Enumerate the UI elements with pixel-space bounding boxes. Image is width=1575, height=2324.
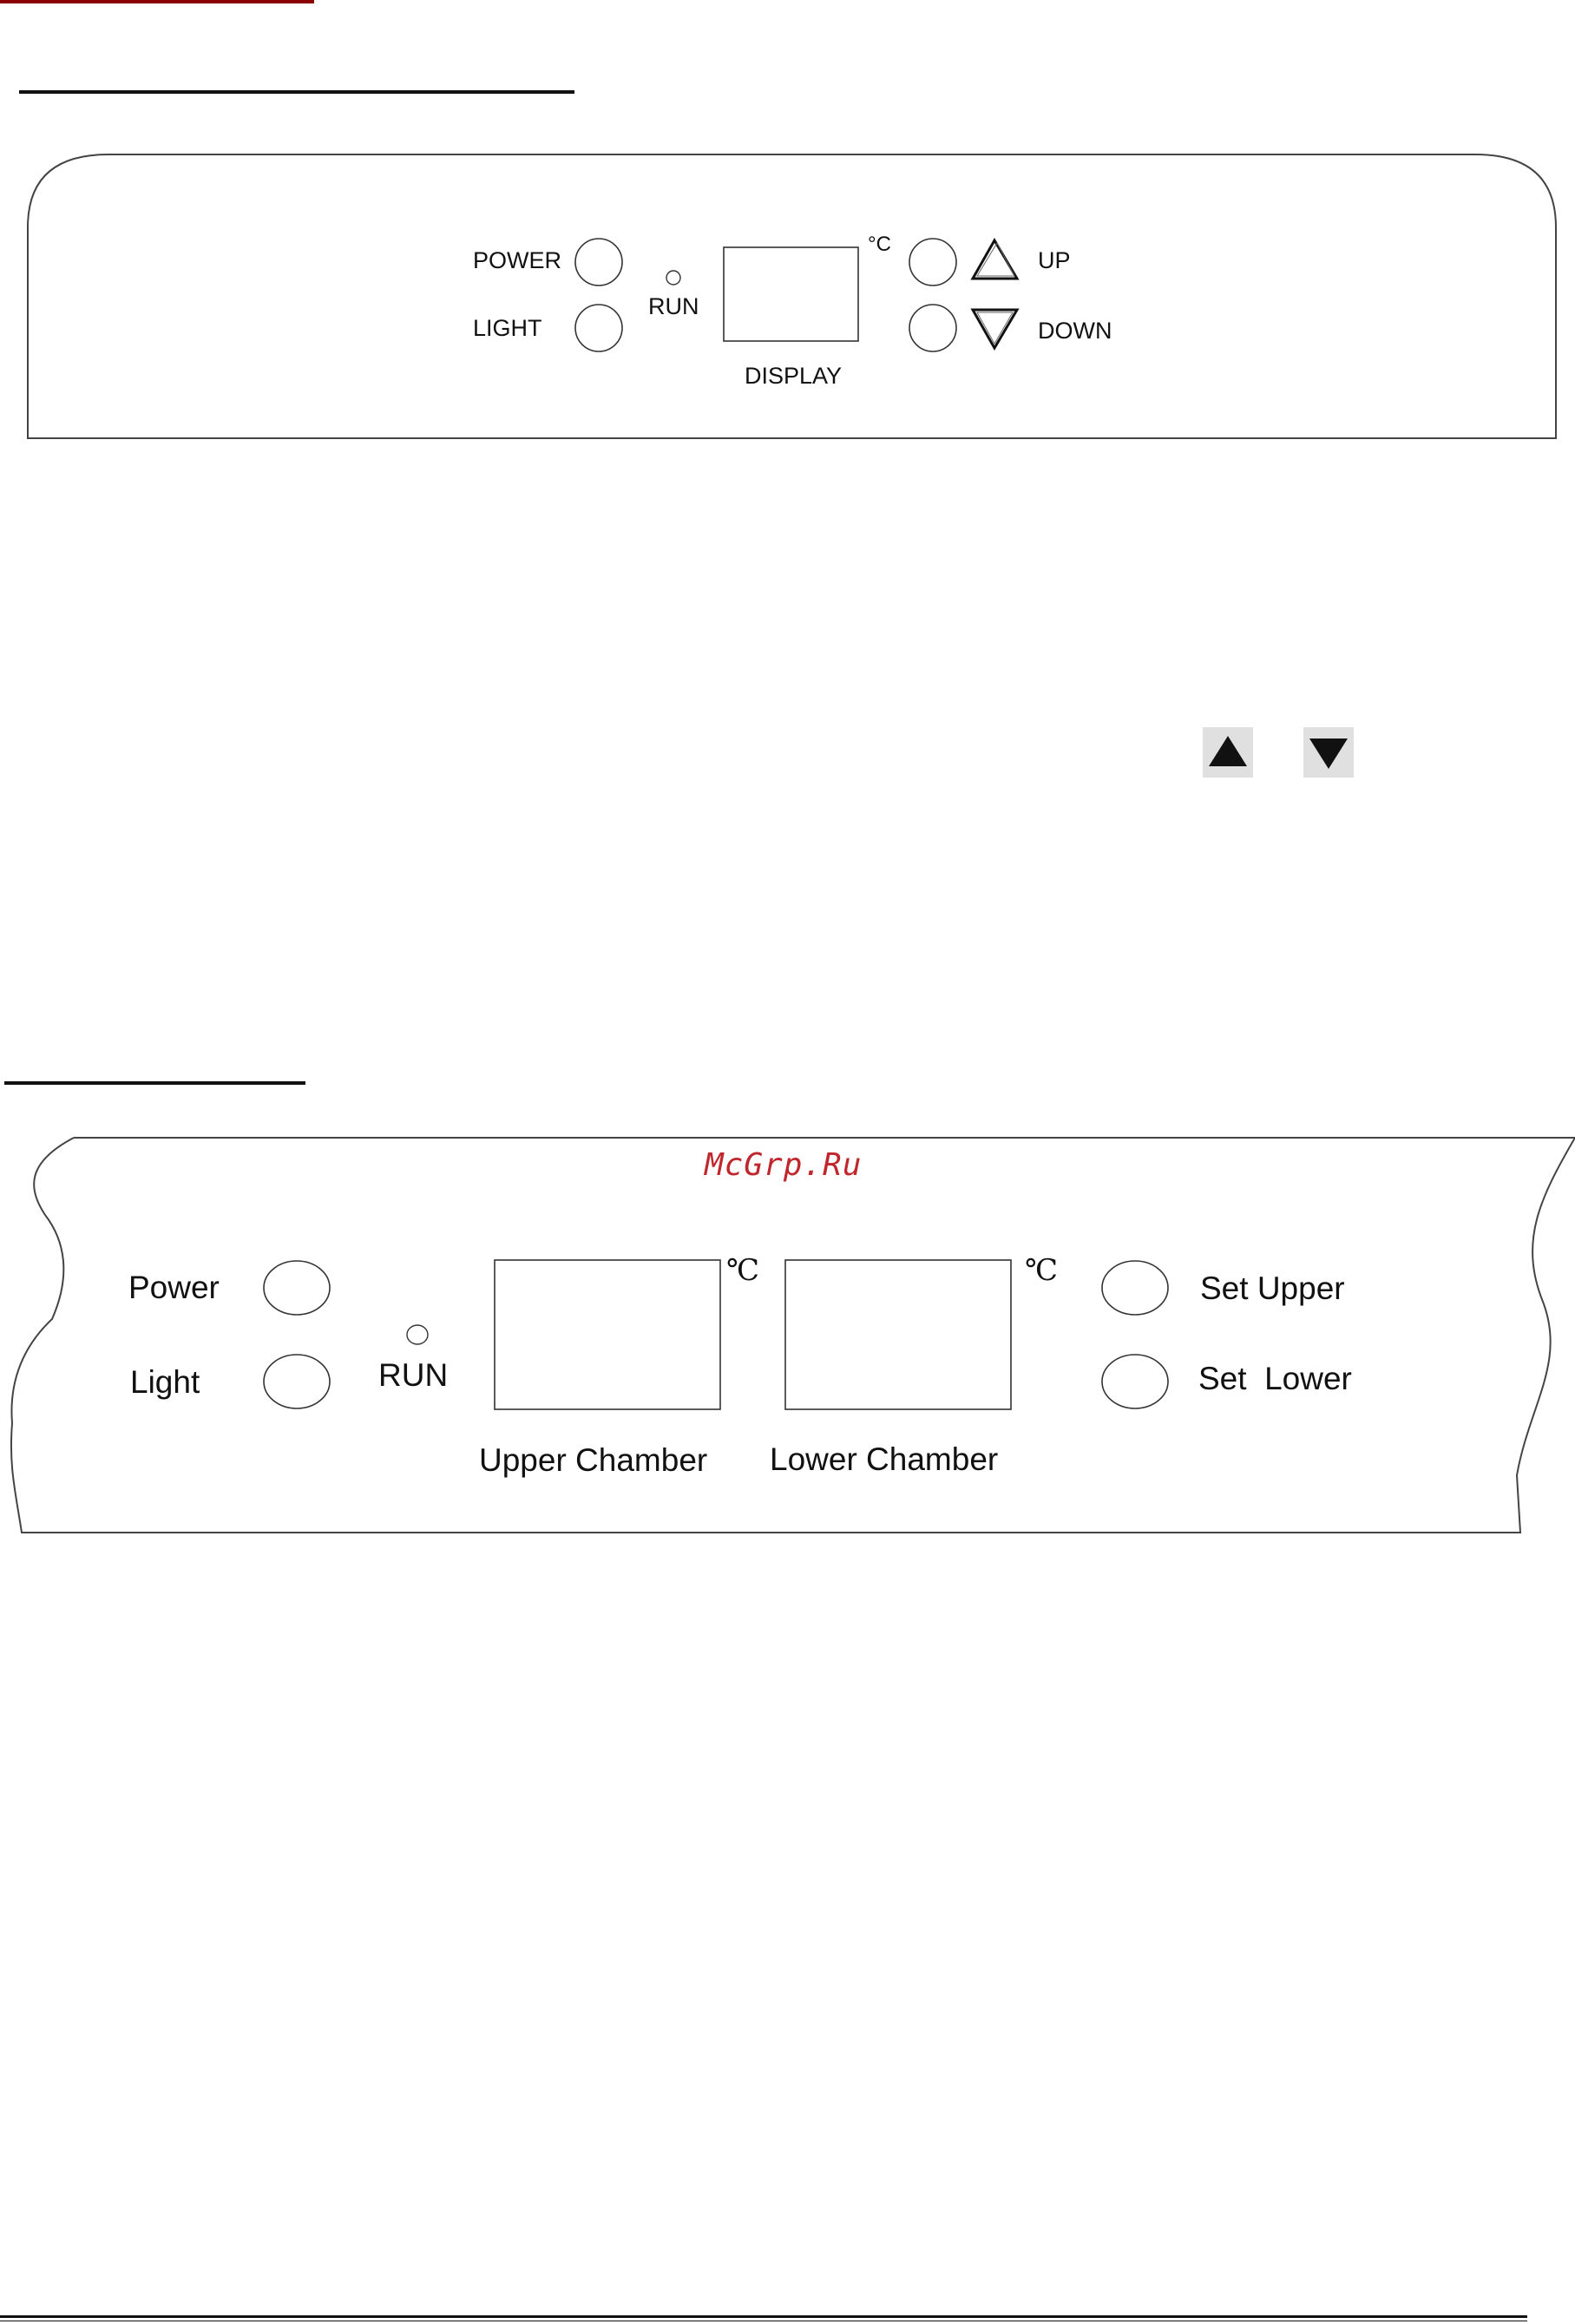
watermark-text: McGrp.Ru	[705, 1147, 863, 1183]
down-key-symbol	[1303, 727, 1354, 778]
celsius-unit-label: °C	[868, 233, 891, 256]
light-button	[575, 305, 622, 351]
power-label: POWER	[473, 247, 562, 273]
down-label: DOWN	[1038, 318, 1112, 344]
lower-celsius-label: ℃	[1025, 1253, 1059, 1288]
run-indicator-led-2	[407, 1325, 428, 1344]
light-button-2	[264, 1355, 330, 1408]
up-label: UP	[1038, 247, 1071, 273]
set-lower-button	[1102, 1355, 1168, 1408]
up-triangle-filled-icon	[1203, 727, 1253, 778]
run-indicator-led	[666, 271, 680, 285]
power-button	[575, 239, 622, 286]
light-label: LIGHT	[473, 315, 542, 341]
down-triangle-filled-icon	[1303, 727, 1354, 778]
up-key-symbol	[1203, 727, 1253, 778]
power-label-2: Power	[128, 1270, 220, 1305]
run-label: RUN	[648, 293, 699, 319]
display-label: DISPLAY	[745, 363, 843, 389]
run-label-2: RUN	[378, 1357, 449, 1393]
set-upper-button	[1102, 1261, 1168, 1315]
display-window	[724, 247, 858, 341]
upper-chamber-label: Upper Chamber	[479, 1442, 708, 1478]
light-label-2: Light	[130, 1364, 200, 1400]
upper-chamber-display	[495, 1260, 720, 1409]
power-button-2	[264, 1261, 330, 1315]
lower-chamber-display	[785, 1260, 1011, 1409]
set-upper-label: Set Upper	[1200, 1270, 1345, 1306]
set-lower-label: Set Lower	[1198, 1361, 1352, 1396]
upper-celsius-label: ℃	[726, 1253, 760, 1288]
up-button	[909, 239, 956, 286]
lower-chamber-label: Lower Chamber	[770, 1441, 999, 1477]
down-button	[909, 305, 956, 351]
